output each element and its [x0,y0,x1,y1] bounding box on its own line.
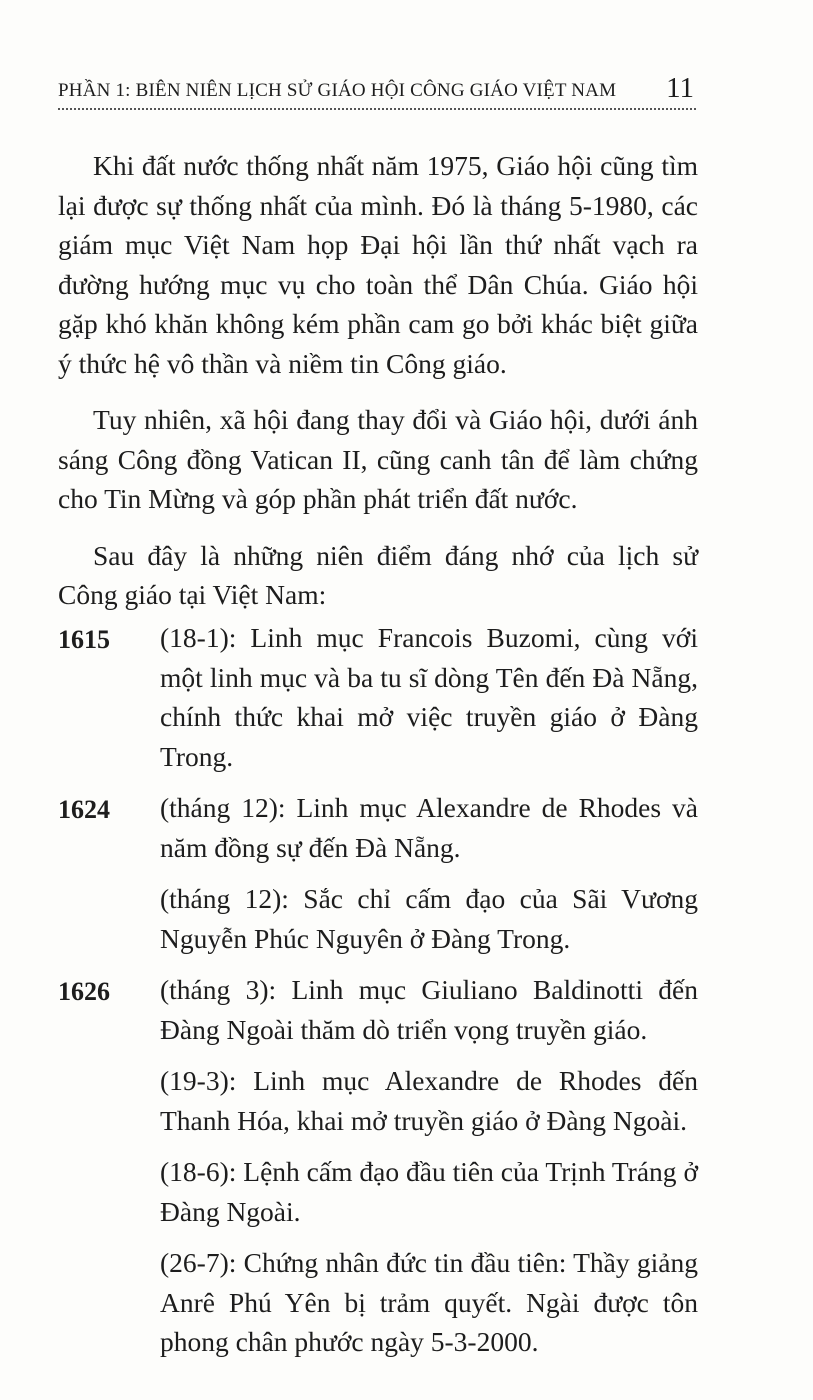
timeline-year: 1615 [58,625,110,654]
timeline-event: (18-1): Linh mục Francois Buzomi, cùng với một linh mục và ba tu sĩ dòng Tên đến Đà Nẵng, chính thức khai mở việc truyền giáo ở Đàng Trong. [160,622,698,772]
timeline-entry [58,788,698,958]
chapter-title: PHẦN 1: BIÊN NIÊN LỊCH SỬ GIÁO HỘI CÔNG GIÁO VIỆT NAM [58,80,617,101]
paragraph: Khi đất nước thống nhất năm 1975, Giáo hội cũng tìm lại được sự thống nhất của mình. Đó là tháng 5-1980, các giám mục Việt Nam họp Đại hội lần thứ nhất vạch ra đường hướng mục vụ cho toàn thể Dân Chúa. Giáo hội gặp khó khăn không kém phần cam go bởi khác biệt giữa ý thức hệ vô thần và niềm tin Công giáo. [58,150,698,379]
page-number: 11 [666,72,694,104]
timeline-entry [58,618,698,776]
paragraph: Sau đây là những niên điểm đáng nhớ của lịch sử Công giáo tại Việt Nam: [58,539,698,610]
timeline-event: (tháng 12): Linh mục Alexandre de Rhodes và năm đồng sự đến Đà Nẵng. [160,792,698,863]
timeline-event: (tháng 12): Sắc chỉ cấm đạo của Sãi Vương Nguyễn Phúc Nguyên ở Đàng Trong. [160,883,698,954]
timeline-event: (26-7): Chứng nhân đức tin đầu tiên: Thầy giảng Anrê Phú Yên bị trảm quyết. Ngài được tôn phong chân phước ngày 5-3-2000. [160,1247,698,1357]
timeline-event: (18-6): Lệnh cấm đạo đầu tiên của Trịnh Tráng ở Đàng Ngoài. [160,1156,698,1227]
timeline [58,618,698,1374]
timeline-entry [58,970,698,1362]
body-text [58,146,698,615]
timeline-event: (19-3): Linh mục Alexandre de Rhodes đến Thanh Hóa, khai mở truyền giáo ở Đàng Ngoài. [160,1065,698,1136]
timeline-year: 1624 [58,795,110,824]
timeline-year: 1626 [58,977,110,1006]
paragraph: Tuy nhiên, xã hội đang thay đổi và Giáo hội, dưới ánh sáng Công đồng Vatican II, cũng canh tân để làm chứng cho Tin Mừng và góp phần phát triển đất nước. [58,404,698,514]
running-header [58,74,696,110]
timeline-event: (tháng 3): Linh mục Giuliano Baldinotti đến Đàng Ngoài thăm dò triển vọng truyền giáo. [160,974,698,1045]
